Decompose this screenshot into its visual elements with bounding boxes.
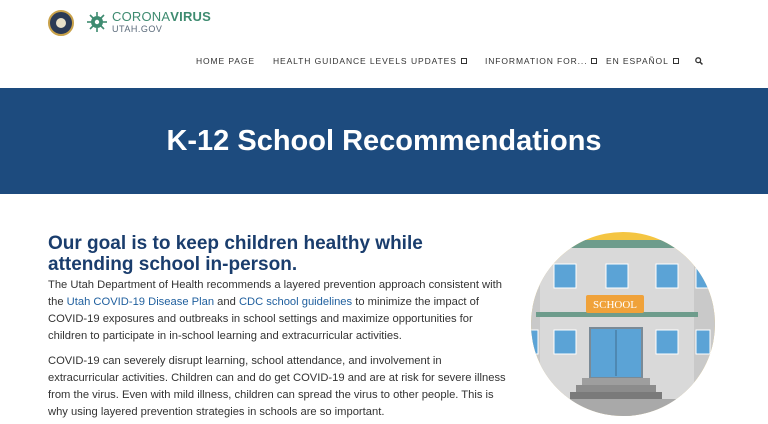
school-sign-text: SCHOOL [592, 299, 638, 311]
page-title: K-12 School Recommendations [166, 125, 602, 157]
nav-en-espanol[interactable]: EN ESPAÑOL [606, 56, 679, 66]
utah-seal-logo[interactable] [48, 10, 74, 36]
nav-updates[interactable]: UPDATES [411, 56, 467, 66]
school-illustration [526, 226, 716, 416]
brand-title: CORONAVIRUS [112, 9, 211, 24]
main-nav [0, 56, 768, 70]
nav-health-guidance-levels[interactable]: HEALTH GUIDANCE LEVELS [273, 56, 408, 66]
nav-home-page[interactable]: HOME PAGE [196, 56, 255, 66]
virus-logo-icon [86, 11, 108, 33]
dropdown-icon [461, 58, 467, 64]
dropdown-icon [673, 58, 679, 64]
nav-information-for[interactable]: INFORMATION FOR... [485, 56, 597, 66]
section-headline: Our goal is to keep children healthy while attending school in-person. [48, 233, 423, 275]
cdc-guidelines-link[interactable]: CDC school guidelines [238, 296, 353, 308]
brand-logo[interactable] [112, 10, 211, 34]
intro-paragraph: The Utah Department of Health recommends a layered prevention approach consistent with the Utah COVID-19 Disease Plan and CDC school guidelines to minimize the impact of COVID-19 exposures and outbreaks in school settings and maximize opportunities for children to participate in in-school learning and extracurricular activities. [48, 279, 502, 342]
brand-subtitle: UTAH.GOV [112, 24, 163, 34]
search-icon[interactable] [695, 57, 703, 65]
page-banner [0, 88, 768, 194]
site-header [0, 0, 768, 88]
risk-paragraph: COVID-19 can severely disrupt learning, school attendance, and involvement in extracurricular activities. Children can and do get COVID-19 and are at risk for severe illness from the virus. Even with mild illness, children can spread the virus to other people. This is why using layered prevention strategies in schools are so important. [48, 355, 506, 418]
dropdown-icon [591, 58, 597, 64]
utah-disease-plan-link[interactable]: Utah COVID-19 Disease Plan [66, 296, 215, 308]
